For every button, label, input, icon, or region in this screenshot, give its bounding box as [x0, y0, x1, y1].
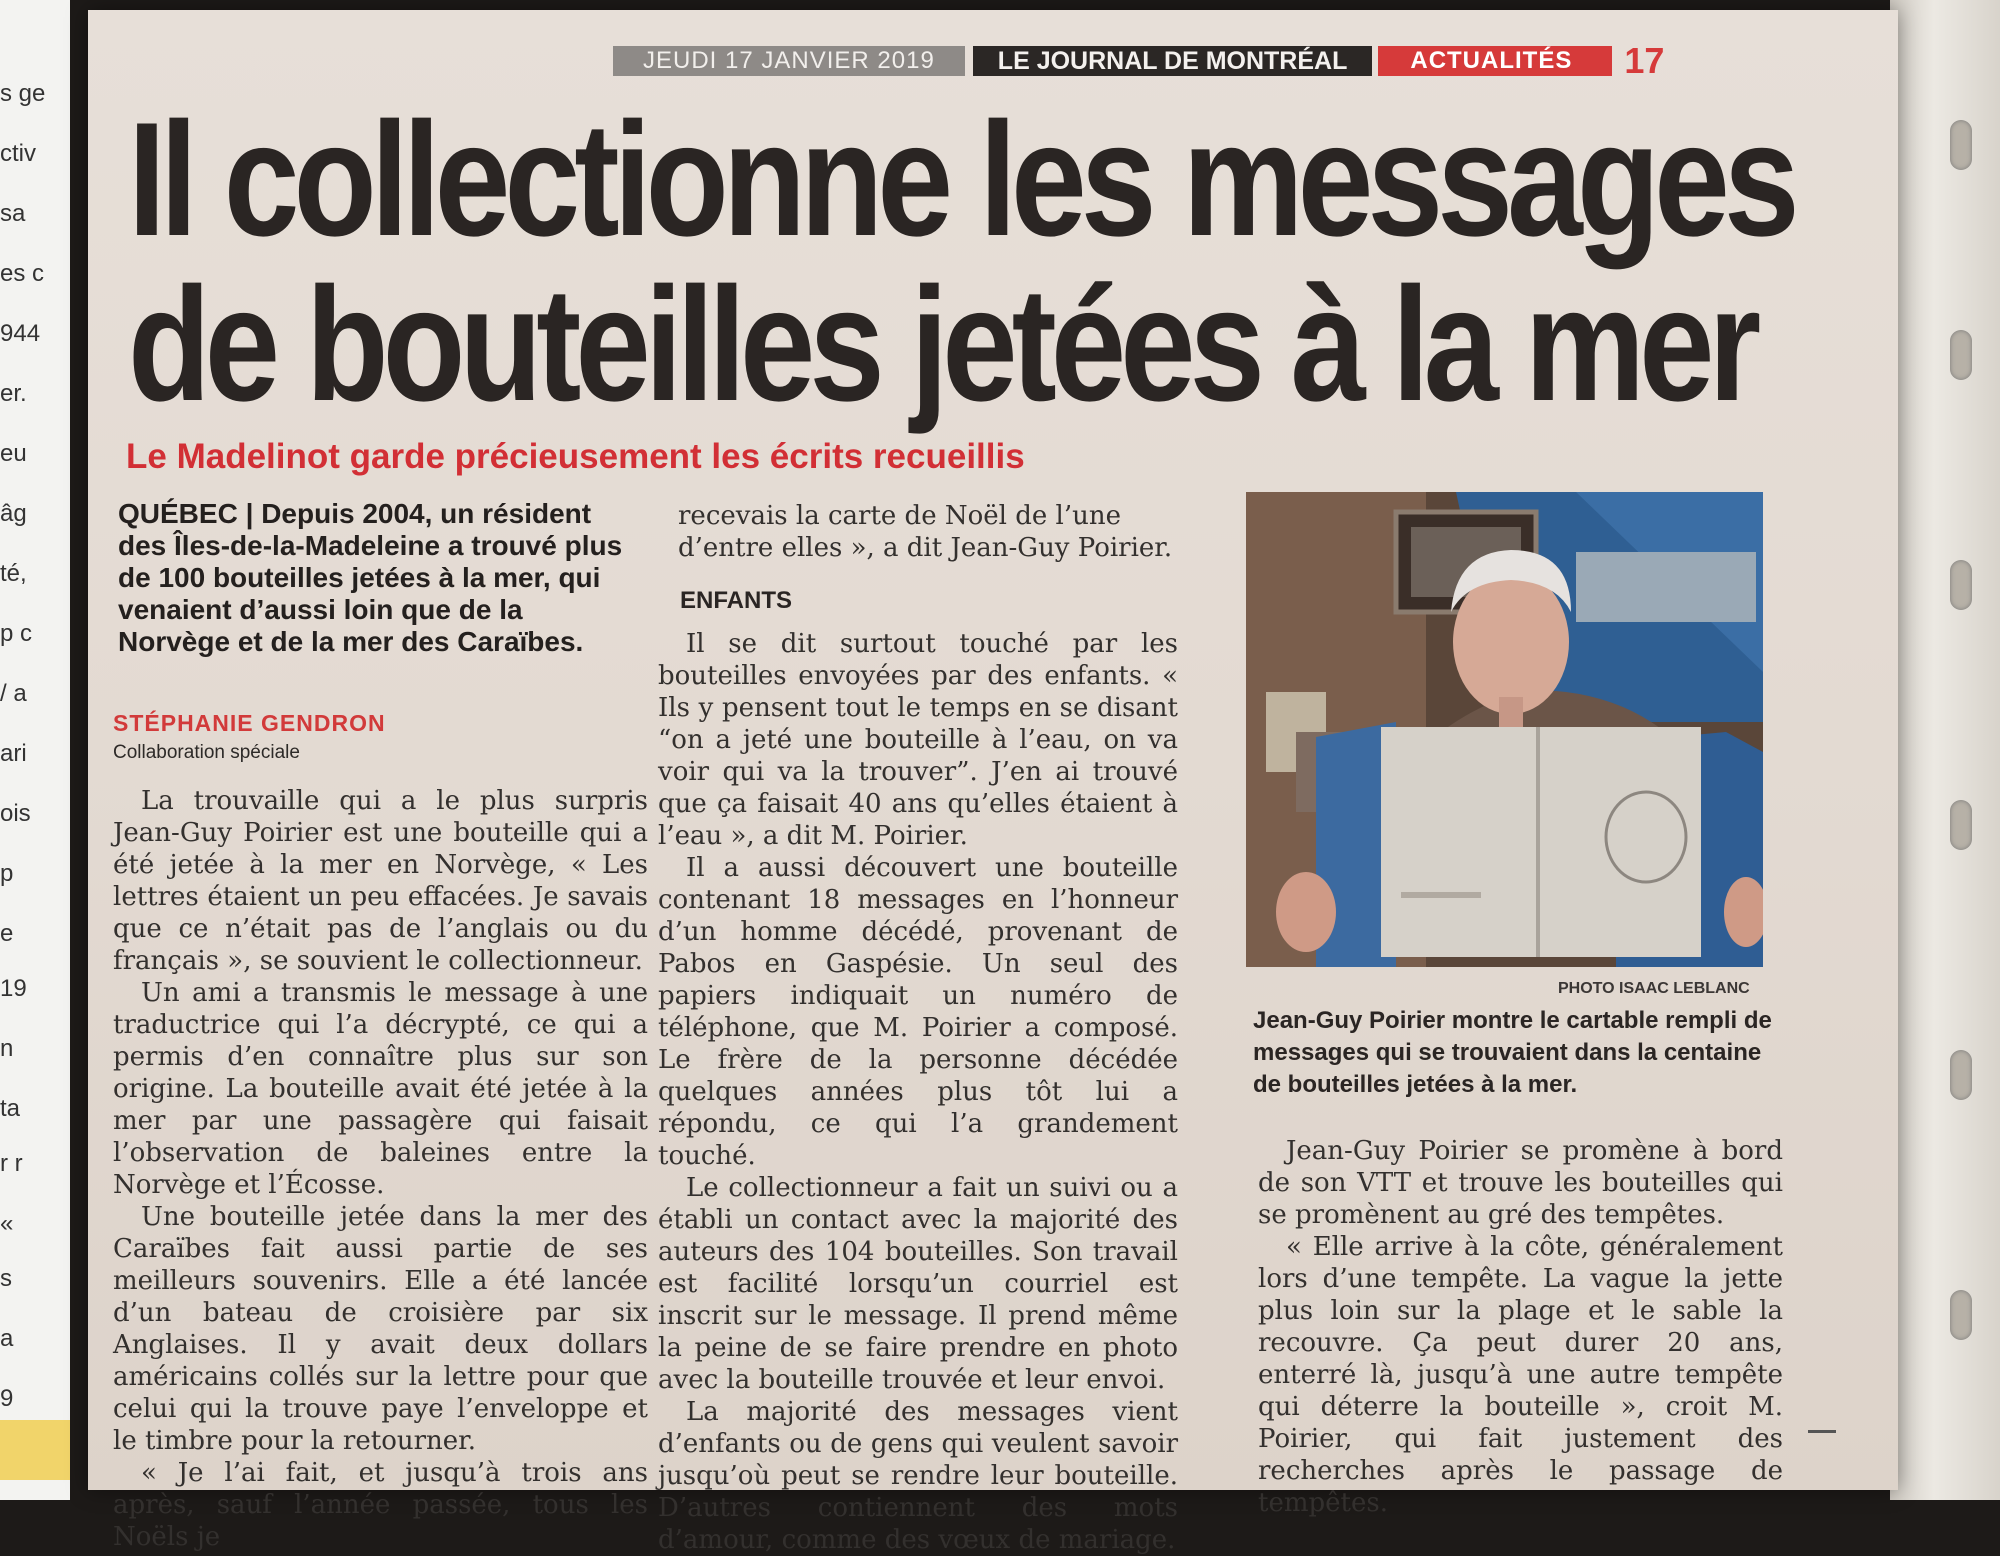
background-text-fragment: ctiv [0, 140, 36, 167]
author-name: STÉPHANIE GENDRON [113, 710, 386, 736]
binder-hole [1950, 1050, 1972, 1100]
binder-hole [1950, 120, 1972, 170]
paragraph: Jean-Guy Poirier se promène à bord de son VTT et trouve les bouteilles qui se promènent au gré des tempêtes. [1258, 1136, 1783, 1230]
headline-line-2: de bouteilles jetées à la mer [128, 254, 1756, 435]
photo-credit: PHOTO ISAAC LEBLANC [1558, 980, 1750, 997]
binder-hole [1950, 560, 1972, 610]
background-text-fragment: 19 [0, 975, 27, 1002]
background-text-fragment: sa [0, 200, 26, 227]
background-text-fragment: eu [0, 440, 27, 467]
article-photo [1246, 492, 1763, 967]
background-text-fragment: ari [0, 740, 27, 767]
background-text-fragment: p c [0, 620, 33, 647]
folio-page-number: 17 [1624, 40, 1665, 81]
photo-caption: Jean-Guy Poirier montre le cartable rempli de messages qui se trouvaient dans la centaine de bouteilles jetées à la mer. [1253, 1007, 1772, 1098]
background-text-fragment: s [0, 1265, 12, 1292]
background-text-fragment: « [0, 1210, 14, 1237]
author-role: Collaboration spéciale [113, 742, 300, 763]
background-text-fragment: 9 [0, 1385, 14, 1412]
background-text-fragment: ta [0, 1095, 21, 1122]
folio-newspaper-name: LE JOURNAL DE MONTRÉAL [973, 46, 1373, 76]
background-text-fragment: r r [0, 1150, 23, 1177]
plastic-sleeve [1890, 0, 2000, 1500]
background-text-fragment: s ge [0, 80, 46, 107]
newspaper-page [88, 10, 1898, 1555]
paragraph: « Elle arrive à la côte, généralement lors d’une tempête. La vague la jette plus loin sur la plage et le sable la recouvre. Ça peut durer 20 ans, enterré là, jusqu’à une autre tempête qui déterre la bouteille », croit M. Poirier, qui fait justement des recherches après le passage de tempêtes. [1258, 1232, 1783, 1518]
paragraph: Le collectionneur a fait un suivi ou a établi un contact avec la majorité des auteurs des 104 bouteilles. Son travail est facilité lorsqu’un courriel est inscrit sur le message. Il prend même la peine de se faire prendre en photo avec la bouteille trouvée et leur envoi. [658, 1173, 1178, 1395]
background-text-fragment: er. [0, 380, 27, 407]
column-2-continuation: recevais la carte de Noël de l’une d’entre elles », a dit Jean-Guy Poirier. [678, 501, 1173, 563]
column-2 [658, 628, 1178, 1556]
binder-hole [1950, 1290, 1972, 1340]
background-text-fragment: té, [0, 560, 27, 587]
background-text-fragment: e [0, 920, 14, 947]
headline-line-1: Il collectionne les messages [128, 89, 1794, 270]
paragraph: Il a aussi découvert une bouteille contenant 18 messages en l’honneur d’un homme décédé, provenant de Pabos en Gaspésie. Un seul des papiers indiquait un numéro de téléphone, que M. Poirier a composé. Le frère de la personne décédée quelques années plus tôt lui a répondu, ce qui l’a grandement touché. [658, 853, 1178, 1171]
background-text-fragment: ois [0, 800, 31, 827]
margin-dash [1808, 1430, 1836, 1433]
yellow-tab [0, 1420, 70, 1480]
background-text-fragment: n [0, 1035, 14, 1062]
binder-hole [1950, 330, 1972, 380]
paragraph: Un ami a transmis le message à une traductrice qui l’a décrypté, ce qui a permis d’en connaître plus sur son origine. La bouteille avait été jetée à la mer par une passagère qui faisait l’observation de baleines entre la Norvège et l’Écosse. [113, 978, 648, 1200]
column-3 [1258, 1135, 1783, 1519]
paragraph: « Je l’ai fait, et jusqu’à trois ans après, sauf l’année passée, tous les Noëls je [113, 1458, 648, 1552]
subheadline: Le Madelinot garde précieusement les écrits recueillis [126, 437, 1025, 476]
column-1 [113, 785, 648, 1553]
paragraph: La trouvaille qui a le plus surpris Jean-Guy Poirier est une bouteille qui a été jetée à la mer en Norvège, « Les lettres étaient un peu effacées. Je savais que ce n’était pas de l’anglais ou du français », se souvient le collectionneur. [113, 786, 648, 976]
paragraph: Il se dit surtout touché par les bouteilles envoyées par des enfants. « Ils y pensent tout le temps en se disant “on a jeté une bouteille à l’eau, on va voir qui va la trouver”. J’en ai trouvé que ça faisait 40 ans qu’elles étaient à l’eau », a dit M. Poirier. [658, 629, 1178, 851]
background-text-fragment: / a [0, 680, 27, 707]
paragraph: La majorité des messages vient d’enfants ou de gens qui veulent savoir jusqu’où peut se rendre leur bouteille. D’autres contiennent des mots d’amour, comme des vœux de mariage. [658, 1397, 1178, 1555]
binder-hole [1950, 800, 1972, 850]
background-text-fragment: es c [0, 260, 45, 287]
background-text-fragment: a [0, 1325, 14, 1352]
photo-man-holding-binder [1246, 492, 1763, 967]
lead-text: Depuis 2004, un résident des Îles-de-la-Madeleine a trouvé plus de 100 bouteilles jetées à la mer, qui venaient d’aussi loin que de la Norvège et de la mer des Caraïbes. [118, 498, 623, 657]
background-text-fragment: 944 [0, 320, 41, 347]
crosshead: ENFANTS [680, 587, 793, 614]
dateline: QUÉBEC | [118, 498, 262, 529]
paragraph: Une bouteille jetée dans la mer des Caraïbes fait aussi partie de ses meilleurs souvenirs. Elle a été lancée d’un bateau de croisière par six Anglaises. Il y avait deux dollars américains collés sur la lettre pour que celui qui la trouve paye l’enveloppe et le timbre pour la retourner. [113, 1202, 648, 1456]
background-page [0, 0, 70, 1500]
lead-paragraph [118, 498, 633, 658]
folio-section: ACTUALITÉS [1378, 46, 1612, 76]
folio-bar [613, 40, 1665, 81]
background-text-fragment: âg [0, 500, 27, 527]
folio-date: JEUDI 17 JANVIER 2019 [613, 46, 965, 76]
background-text-fragment: p [0, 860, 14, 887]
